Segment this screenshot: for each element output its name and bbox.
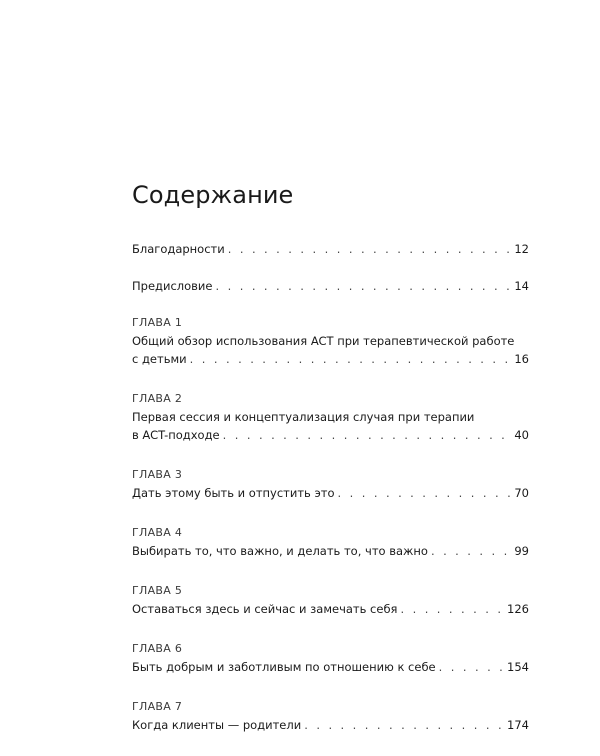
toc-page-number: 154: [507, 660, 529, 674]
dot-leader: [190, 350, 512, 368]
toc-page-number: 174: [507, 718, 529, 732]
toc-page-number: 70: [514, 486, 529, 500]
toc-page-number: 16: [514, 352, 529, 366]
toc-entry-chapter-1: [132, 314, 529, 368]
dot-leader: [338, 484, 512, 502]
toc-entry-chapter-7: [132, 698, 529, 734]
toc-entry-title-line: Первая сессия и концептуализация случая при терапии: [132, 410, 475, 424]
chapter-label: ГЛАВА 2: [132, 392, 183, 405]
chapter-label: ГЛАВА 3: [132, 468, 183, 481]
dot-leader: [223, 426, 512, 444]
toc-entry-acknowledgements: [132, 240, 529, 258]
dot-leader: [228, 240, 512, 258]
toc-entry-chapter-5: [132, 582, 529, 618]
toc-entry-chapter-3: [132, 466, 529, 502]
toc-entry-title-line: Общий обзор использования ACT при терапевтической работе: [132, 334, 515, 348]
toc-page-number: 14: [514, 279, 529, 293]
dot-leader: [439, 658, 504, 676]
table-of-contents: [132, 240, 529, 756]
chapter-label: ГЛАВА 5: [132, 584, 183, 597]
toc-entry-title: Дать этому быть и отпустить это: [132, 486, 335, 500]
toc-page-number: 126: [507, 602, 529, 616]
toc-entry-title: с детьми: [132, 352, 187, 366]
toc-page-number: 12: [514, 242, 529, 256]
toc-entry-title: Благодарности: [132, 242, 225, 256]
chapter-label: ГЛАВА 6: [132, 642, 183, 655]
toc-entry-title: Быть добрым и заботливым по отношению к себе: [132, 660, 436, 674]
toc-entry-chapter-6: [132, 640, 529, 676]
dot-leader: [431, 542, 511, 560]
toc-entry-title: Выбирать то, что важно, и делать то, что важно: [132, 544, 428, 558]
toc-entry-title: в ACT-подходе: [132, 428, 220, 442]
toc-entry-chapter-4: [132, 524, 529, 560]
chapter-label: ГЛАВА 7: [132, 700, 183, 713]
toc-entry-title: Предисловие: [132, 279, 213, 293]
page-title: Содержание: [132, 181, 294, 209]
toc-page-number: 99: [514, 544, 529, 558]
chapter-label: ГЛАВА 1: [132, 316, 183, 329]
dot-leader: [400, 600, 504, 618]
toc-entry-title: Когда клиенты — родители: [132, 718, 302, 732]
chapter-label: ГЛАВА 4: [132, 526, 183, 539]
dot-leader: [304, 716, 504, 734]
toc-page-number: 40: [514, 428, 529, 442]
toc-entry-chapter-2: [132, 390, 529, 444]
toc-entry-foreword: [132, 277, 529, 295]
dot-leader: [215, 277, 511, 295]
toc-entry-title: Оставаться здесь и сейчас и замечать себя: [132, 602, 398, 616]
